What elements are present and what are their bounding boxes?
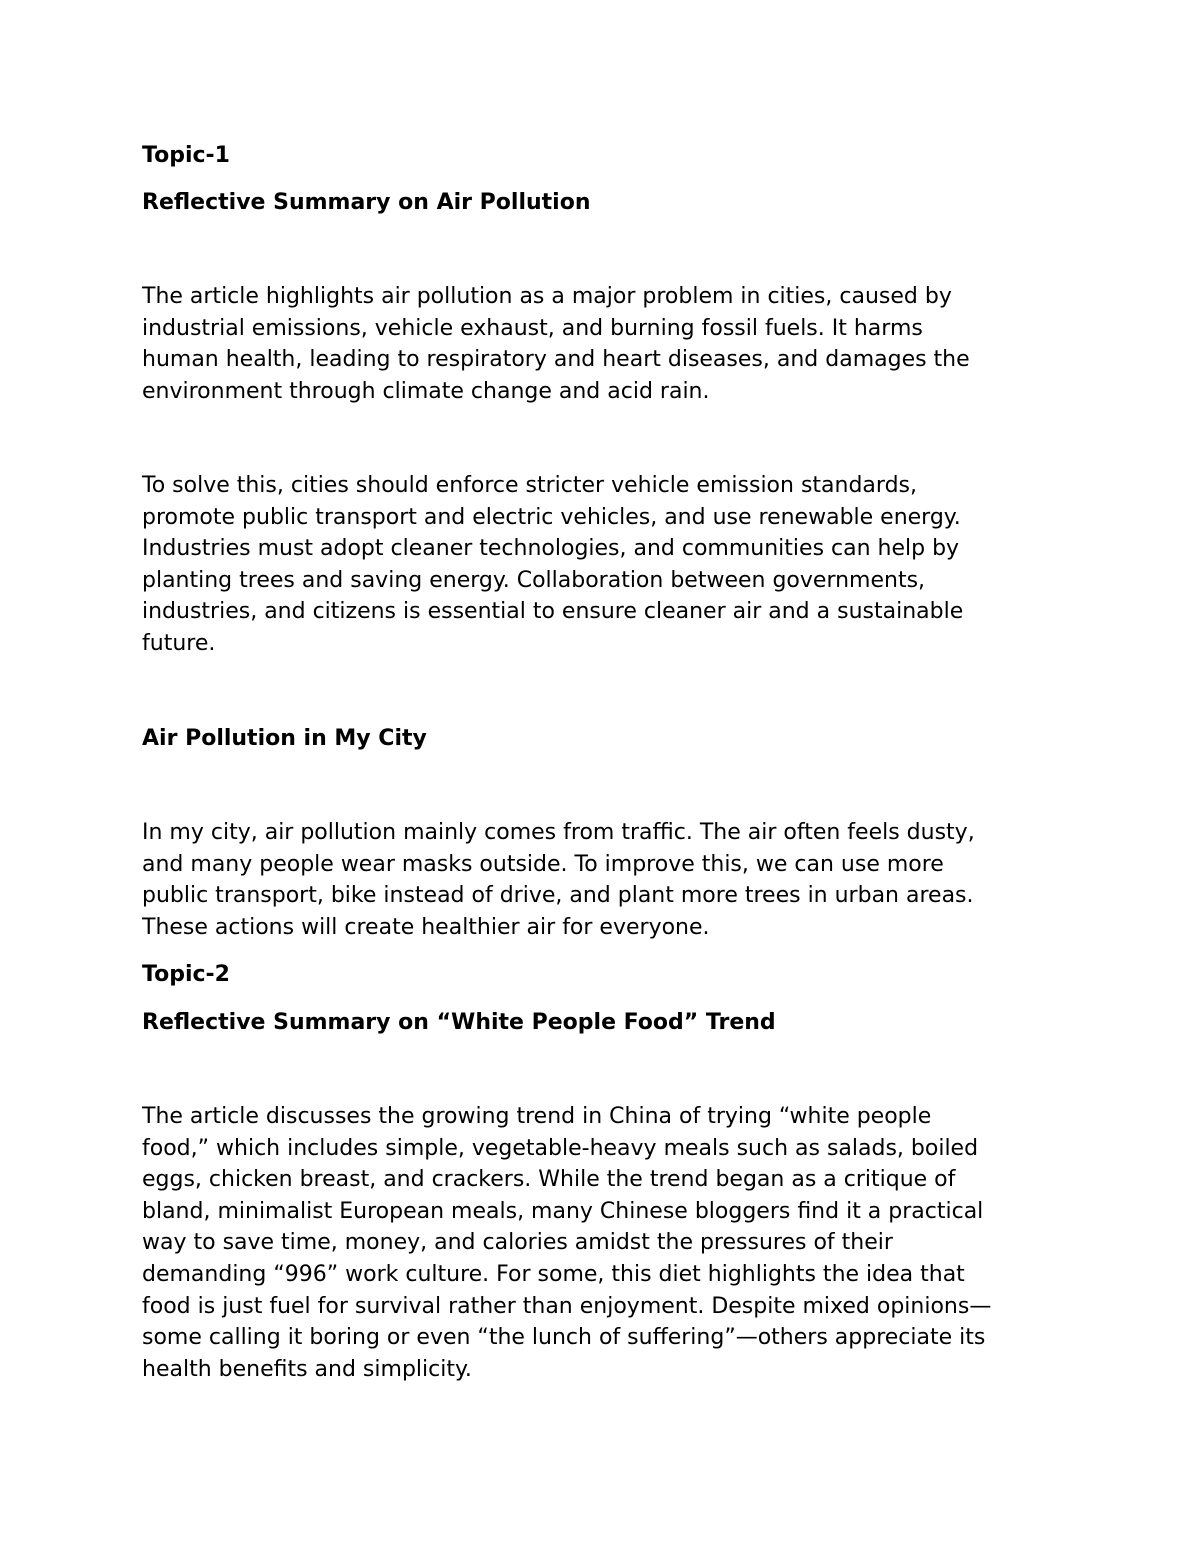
paragraph-line: bland, minimalist European meals, many Chinese bloggers find it a practical xyxy=(142,1198,984,1224)
paragraph-line: The article highlights air pollution as a major problem in cities, caused by xyxy=(142,284,952,309)
paragraph-line: These actions will create healthier air for everyone. xyxy=(142,914,710,940)
paragraph-line: environment through climate change and acid rain. xyxy=(142,378,710,404)
paragraph-line: The article discusses the growing trend in China of trying “white people xyxy=(142,1104,932,1129)
paragraph-line: promote public transport and electric vehicles, and use renewable energy. xyxy=(142,504,961,530)
paragraph-line: To solve this, cities should enforce stricter vehicle emission standards, xyxy=(142,473,917,498)
paragraph-line: food is just fuel for survival rather than enjoyment. Despite mixed opinions— xyxy=(142,1293,992,1319)
paragraph-line: some calling it boring or even “the lunch of suffering”—others appreciate its xyxy=(142,1325,986,1351)
paragraph-line: human health, leading to respiratory and heart diseases, and damages the xyxy=(142,347,970,373)
paragraph-line: planting trees and saving energy. Collaboration between governments, xyxy=(142,567,926,593)
paragraph-line: eggs, chicken breast, and crackers. While the trend began as a critique of xyxy=(142,1167,956,1193)
air-pollution-in-my-city-heading: Air Pollution in My City xyxy=(142,726,427,751)
topic-2-paragraph-1 xyxy=(142,1101,1067,1385)
paragraph-line: demanding “996” work culture. For some, this diet highlights the idea that xyxy=(142,1261,965,1287)
topic-2-title: Reflective Summary on “White People Food” Trend xyxy=(142,1010,776,1035)
paragraph-line: In my city, air pollution mainly comes from traffic. The air often feels dusty, xyxy=(142,820,975,845)
paragraph-line: future. xyxy=(142,630,216,656)
paragraph-line: health benefits and simplicity. xyxy=(142,1356,472,1382)
paragraph-line: public transport, bike instead of drive, and plant more trees in urban areas. xyxy=(142,883,974,909)
paragraph-line: industries, and citizens is essential to ensure cleaner air and a sustainable xyxy=(142,599,964,625)
paragraph-line: industrial emissions, vehicle exhaust, and burning fossil fuels. It harms xyxy=(142,315,923,341)
topic-1-title: Reflective Summary on Air Pollution xyxy=(142,190,591,215)
topic-1-label: Topic-1 xyxy=(142,143,230,168)
topic-1-paragraph-3 xyxy=(142,817,1067,943)
paragraph-line: and many people wear masks outside. To improve this, we can use more xyxy=(142,851,944,877)
topic-1-paragraph-2 xyxy=(142,470,1067,660)
topic-1-paragraph-1 xyxy=(142,281,1067,407)
paragraph-line: way to save time, money, and calories amidst the pressures of their xyxy=(142,1230,893,1256)
topic-2-label: Topic-2 xyxy=(142,962,230,987)
paragraph-line: food,” which includes simple, vegetable-heavy meals such as salads, boiled xyxy=(142,1135,979,1161)
paragraph-line: Industries must adopt cleaner technologies, and communities can help by xyxy=(142,536,960,562)
